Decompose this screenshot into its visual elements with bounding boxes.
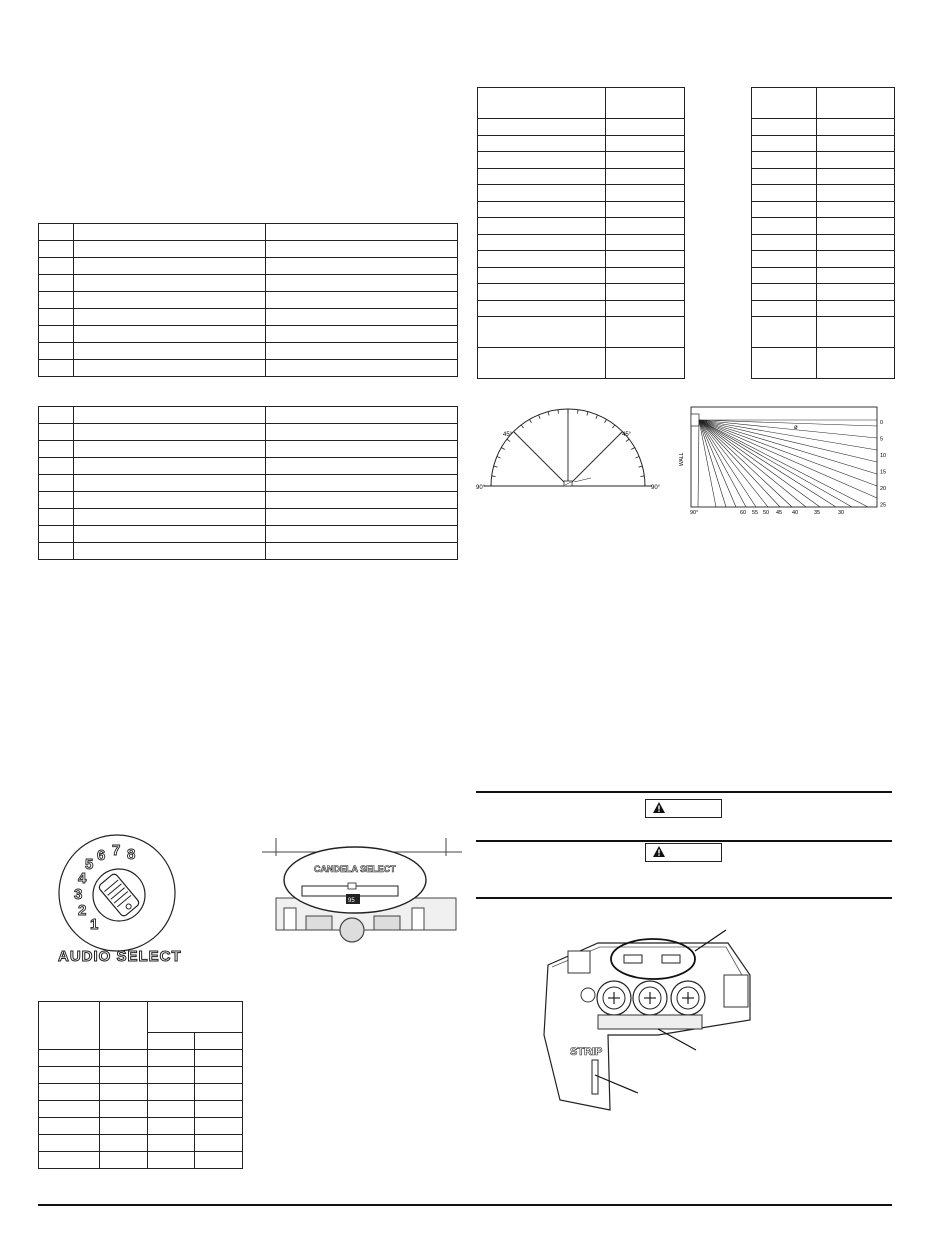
table-cell [266,526,458,543]
polar-tick [640,476,644,477]
table-row [752,119,895,136]
warning-box-2 [645,843,722,862]
table-row [39,526,458,543]
table-cell [266,258,458,275]
table-cell [478,201,606,218]
table-cell [817,317,895,348]
table-cell [752,300,817,317]
table-cell [148,1050,195,1067]
table-cell [606,168,685,185]
table-cell [606,135,685,152]
warning-triangle-icon [652,845,666,858]
vertical-right-scale-label: 5 [880,436,884,443]
table-cell [100,1135,148,1152]
table-row [752,251,895,268]
table-row [478,300,685,317]
polar-tick [507,439,510,441]
table-cell [478,300,606,317]
table-cell [817,119,895,136]
table-cell [478,152,606,169]
table-row [478,135,685,152]
table-cell [195,1050,243,1067]
table-row [39,407,458,424]
device-terminal-illustration [538,925,760,1115]
table-row [752,152,895,169]
dispersion-ray [699,420,877,486]
table-cell [100,1067,148,1084]
table-audio-select [38,1001,243,1169]
table-left-mid [38,406,458,560]
table-cell [266,509,458,526]
dial-number: 2 [78,902,87,919]
table-cell [148,1135,195,1152]
table-cell [100,1101,148,1118]
table-cell [39,407,74,424]
table-cell [195,1152,243,1169]
dispersion-ray [698,420,699,507]
table-cell [39,458,74,475]
table-cell [266,360,458,377]
warning-box-1 [645,799,722,818]
polar-right-45-label: 45° [622,432,632,438]
table-cell [39,1118,100,1135]
table-cell [752,152,817,169]
table-cell [817,234,895,251]
table-cell [478,251,606,268]
polar-tick [612,425,614,428]
table-row [478,234,685,251]
table-cell [478,234,606,251]
table-cell [817,267,895,284]
table-cell [74,241,266,258]
table-cell [39,343,74,360]
table-cell [266,292,458,309]
table-cell [148,1152,195,1169]
table-cell [39,1101,100,1118]
table-row [39,309,458,326]
warning-rule-top [476,791,892,793]
polar-tick [626,439,629,441]
table-cell [100,1152,148,1169]
table-cell [752,348,817,379]
table-cell [195,1118,243,1135]
table-cell [39,526,74,543]
vertical-bottom-scale-label: 90° [690,510,699,516]
polar-tick [548,412,549,416]
table-row [39,258,458,275]
table-cell [39,360,74,377]
table-row [39,1101,243,1118]
table-cell [39,441,74,458]
table-cell [478,348,606,379]
table-cell [266,326,458,343]
polar-tick [492,476,496,477]
table-row [478,201,685,218]
table-row [39,1135,243,1152]
vertical-bottom-scale-label: 50 [763,510,770,516]
table-cell [606,284,685,301]
table-cell [266,441,458,458]
table-cell [148,1118,195,1135]
table-cell [817,201,895,218]
table-row [752,348,895,379]
table-row [478,168,685,185]
table-cell [39,1152,100,1169]
vertical-bottom-scale-label: 60 [740,510,747,516]
table-header-cell [148,1033,195,1050]
warning-rule-mid [476,840,892,842]
dial-number: 8 [127,846,136,863]
dial-number: 6 [97,847,106,864]
table-cell [74,509,266,526]
table-cell [478,185,606,202]
table-row [39,458,458,475]
table-cell [74,292,266,309]
dial-number: 1 [90,916,99,933]
table-cell [39,258,74,275]
table-cell [606,88,685,119]
vertical-right-scale-label: 25 [880,502,887,509]
table-cell [39,326,74,343]
table-row [39,475,458,492]
polar-tick [501,448,504,450]
dial-number: 4 [78,870,87,887]
table-cell [148,1084,195,1101]
table-row [478,88,685,119]
table-cell [266,458,458,475]
table-row [752,317,895,348]
table-cell [195,1067,243,1084]
table-cell [74,326,266,343]
candela-select-label: CANDELA SELECT [314,864,396,874]
table-cell [478,218,606,235]
table-cell [266,343,458,360]
table-row [39,1050,243,1067]
table-cell [74,492,266,509]
table-cell [74,224,266,241]
table-cell [39,543,74,560]
warning-triangle-icon [652,801,666,814]
table-cell [195,1135,243,1152]
table-cell [39,275,74,292]
polar-left-45-label: 45° [503,432,513,438]
table-cell [752,185,817,202]
table-row [478,119,685,136]
vertical-right-scale-label: 15 [880,469,887,476]
table-cell [266,224,458,241]
table-cell [74,343,266,360]
polar-tick [635,457,639,459]
table-row [478,348,685,379]
table-row [39,441,458,458]
table-cell [752,135,817,152]
table-cell [39,475,74,492]
table-cell [266,492,458,509]
table-row [39,275,458,292]
table-cell [39,241,74,258]
table-row [752,168,895,185]
table-cell [39,424,74,441]
table-cell [74,458,266,475]
table-cell [74,543,266,560]
table-row [39,343,458,360]
table-cell [817,348,895,379]
table-row [752,218,895,235]
table-row [39,543,458,560]
table-cell [74,360,266,377]
table-row [752,234,895,251]
vertical-bottom-scale-label: 30 [838,510,845,516]
table-cell [100,1084,148,1101]
table-cell [148,1101,195,1118]
table-cell [817,88,895,119]
table-cell [266,475,458,492]
table-header-cell [39,1002,100,1050]
candela-switch-value: 95 [348,898,355,904]
table-cell [266,424,458,441]
table-row [752,300,895,317]
table-cell [606,234,685,251]
table-cell [39,1067,100,1084]
polar-tick [631,448,634,450]
audio-select-label: AUDIO SELECT [58,948,182,965]
table-cell [817,218,895,235]
table-cell [74,258,266,275]
table-row [478,152,685,169]
table-cell [817,135,895,152]
table-cell [606,201,685,218]
table-cell [606,152,685,169]
polar-tick [639,466,643,467]
table-cell [39,1135,100,1152]
table-cell [478,267,606,284]
table-cell [817,300,895,317]
table-cell [478,88,606,119]
table-cell [478,284,606,301]
table-cell [266,275,458,292]
vertical-bottom-scale-label: 45 [776,510,783,516]
table-cell [752,218,817,235]
table-cell [478,119,606,136]
table-cell [606,218,685,235]
vertical-bottom-scale-label: 35 [814,510,821,516]
polar-tick [521,425,523,428]
table-cell [74,407,266,424]
table-right-a [477,87,685,379]
table-cell [817,185,895,202]
table-row [478,218,685,235]
dispersion-ray [699,420,877,462]
table-row [478,251,685,268]
table-cell [752,251,817,268]
table-cell [39,1084,100,1101]
table-row [39,241,458,258]
table-header-cell [195,1033,243,1050]
table-cell [752,119,817,136]
vertical-bottom-scale-label: 55 [752,510,759,516]
polar-tick [494,466,498,467]
table-cell [478,317,606,348]
table-cell [74,441,266,458]
table-cell [478,135,606,152]
table-cell [752,234,817,251]
table-cell [39,292,74,309]
table-cell [817,251,895,268]
dispersion-ray [699,420,820,507]
polar-tick [497,457,501,459]
table-cell [39,492,74,509]
horizontal-dispersion-diagram [476,402,666,497]
table-cell [74,275,266,292]
table-cell [817,168,895,185]
polar-tick [578,410,579,414]
warning-rule-bottom [476,897,892,899]
table-row [478,317,685,348]
table-row [478,267,685,284]
table-row [39,1152,243,1169]
table-cell [195,1101,243,1118]
vertical-angle-symbol: ø [794,425,798,431]
polar-tick [530,419,532,422]
dispersion-ray [699,420,877,498]
strip-gauge-label: STRIP [570,1046,603,1058]
table-cell [606,348,685,379]
table-cell [478,168,606,185]
table-cell [266,241,458,258]
table-cell [39,1050,100,1067]
dial-number: 7 [112,842,121,859]
table-cell [39,309,74,326]
table-cell [817,152,895,169]
table-cell [606,317,685,348]
table-cell [74,424,266,441]
polar-tick [587,412,588,416]
polar-tick [605,419,607,422]
table-row [39,326,458,343]
table-cell [74,309,266,326]
table-cell [195,1084,243,1101]
table-row [39,424,458,441]
table-cell [74,475,266,492]
table-row [752,135,895,152]
table-cell [752,317,817,348]
vertical-right-scale-label: 20 [880,486,887,492]
table-right-b [751,87,895,379]
table-cell [266,543,458,560]
polar-tick [539,415,541,419]
vertical-dispersion-diagram [679,404,888,516]
table-cell [752,267,817,284]
table-header-row [39,1002,243,1033]
dial-number: 3 [74,886,83,903]
table-cell [752,201,817,218]
table-cell [39,509,74,526]
candela-select-panel [262,838,462,930]
table-row [752,201,895,218]
table-left-top [38,223,458,377]
table-row [39,509,458,526]
vertical-right-scale-label: 0 [880,420,884,426]
table-cell [266,309,458,326]
table-cell [752,88,817,119]
table-cell [606,119,685,136]
table-cell [752,168,817,185]
table-cell [606,185,685,202]
table-cell [266,407,458,424]
vertical-bottom-scale-label: 40 [792,510,799,516]
table-cell [606,300,685,317]
table-row [478,284,685,301]
table-row [752,284,895,301]
table-cell [752,284,817,301]
table-header-cell [148,1002,243,1033]
table-cell [100,1118,148,1135]
polar-left-90-label: 90° [476,485,486,491]
table-row [752,88,895,119]
vertical-wall-label: WALL [679,452,685,466]
table-cell [39,224,74,241]
table-cell [148,1067,195,1084]
table-cell [817,284,895,301]
table-row [39,360,458,377]
table-cell [606,251,685,268]
table-cell [606,267,685,284]
table-row [39,1118,243,1135]
vertical-right-scale-label: 10 [880,453,887,459]
table-row [39,224,458,241]
table-row [39,292,458,309]
polar-right-90-label: 90° [651,485,661,491]
table-row [39,1084,243,1101]
table-row [752,185,895,202]
polar-tick [558,410,559,414]
dispersion-ray [699,420,806,507]
dial-number: 5 [85,856,94,873]
table-row [39,492,458,509]
table-row [478,185,685,202]
table-row [39,1067,243,1084]
table-cell [74,526,266,543]
footer-rule [38,1204,892,1206]
table-header-cell [100,1002,148,1050]
table-cell [100,1050,148,1067]
table-row [752,267,895,284]
polar-tick [596,415,598,419]
